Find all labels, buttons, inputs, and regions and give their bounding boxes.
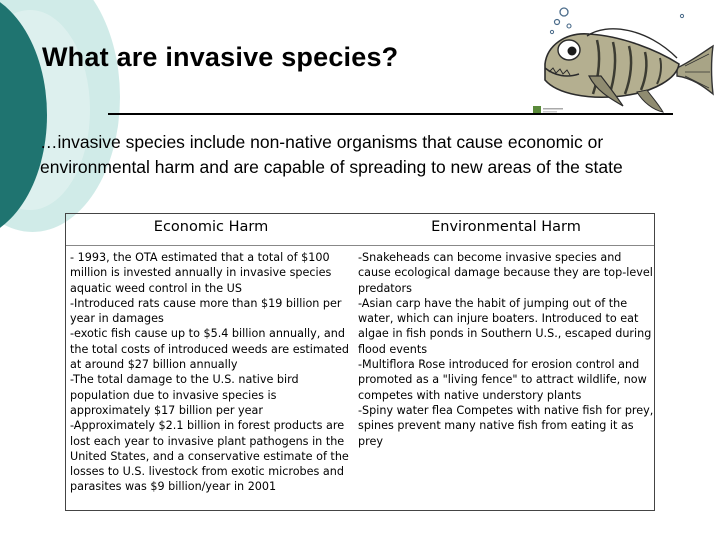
title-underline bbox=[108, 113, 673, 115]
economic-harm-header: Economic Harm bbox=[153, 219, 269, 235]
harm-comparison-table bbox=[65, 213, 655, 511]
economic-item: -The total damage to the U.S. native bird population due to invasive species is approximately $17 billion per year bbox=[70, 373, 299, 417]
economic-harm-column bbox=[70, 250, 355, 495]
header-divider bbox=[66, 245, 654, 246]
economic-item: - 1993, the OTA estimated that a total of $100 million is invested annually in invasive species aquatic weed control in the US bbox=[70, 251, 332, 295]
fish-illustration bbox=[527, 6, 717, 124]
environmental-item: -Snakeheads can become invasive species and cause ecological damage because they are top-level predators bbox=[358, 251, 653, 295]
environmental-item: -Multiflora Rose introduced for erosion control and promoted as a "living fence" to attract wildlife, now competes with native understory plants bbox=[358, 358, 647, 402]
slide-title: What are invasive species? bbox=[42, 42, 399, 72]
environmental-harm-header: Environmental Harm bbox=[431, 219, 581, 235]
economic-item: -Approximately $2.1 billion in forest products are lost each year to invasive plant pathogens in the United States, and a conservative estimate of the losses to U.S. livestock from exotic microbes and parasites was $9 billion/year in 2001 bbox=[70, 419, 349, 494]
economic-item: -exotic fish cause up to $5.4 billion annually, and the total costs of introduced weeds are estimated at around $27 billion annually bbox=[70, 327, 350, 372]
economic-item: -Introduced rats cause more than $19 billion per year in damages bbox=[70, 296, 342, 326]
environmental-item: -Spiny water flea Competes with native fish for prey, spines prevent many native fish from eating it as prey bbox=[358, 403, 654, 448]
intro-text: …invasive species include non-native organisms that cause economic or environmental harm and are capable of spreading to new areas of the state bbox=[40, 132, 623, 177]
environmental-item: -Asian carp have the habit of jumping out of the water, which can injure boaters. Introduced to eat algae in fish ponds in Southern U.S., escaped during flood events bbox=[358, 296, 652, 356]
environmental-harm-column bbox=[358, 250, 654, 449]
